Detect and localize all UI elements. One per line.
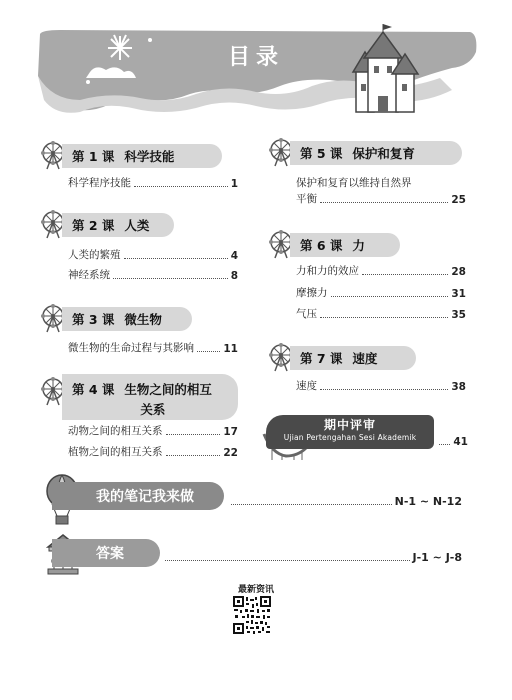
toc-entry[interactable]: 摩擦力 31 — [296, 287, 466, 300]
lesson-1-header[interactable] — [38, 142, 218, 168]
toc-entry-midterm[interactable]: 41 — [436, 434, 468, 448]
lesson-name: 速度 — [352, 351, 378, 366]
toc-entry[interactable]: 气压 35 — [296, 308, 466, 321]
midterm-title: 期中评审 — [323, 418, 376, 432]
lesson-2-header[interactable] — [38, 211, 188, 237]
lesson-number: 第 4 课 — [72, 382, 115, 397]
midterm-banner[interactable] — [266, 415, 434, 449]
toc-entry[interactable]: 科学程序技能 1 — [68, 177, 238, 190]
toc-entry[interactable]: 力和力的效应 28 — [296, 265, 466, 278]
lesson-name: 生物之间的相互 — [124, 382, 212, 397]
lesson-7-header[interactable] — [266, 344, 416, 370]
qr-code-icon[interactable] — [232, 595, 272, 635]
lesson-4-header[interactable] — [38, 372, 238, 420]
lesson-number: 第 1 课 — [72, 149, 115, 164]
toc-entry[interactable]: 平衡 25 — [296, 193, 466, 206]
lesson-5-header[interactable] — [266, 139, 456, 165]
answers-bar[interactable] — [52, 539, 160, 567]
toc-entry[interactable]: 动物之间的相互关系 17 — [68, 425, 238, 438]
lesson-number: 第 6 课 — [300, 238, 343, 253]
toc-entry[interactable]: 神经系统 8 — [68, 269, 238, 282]
lesson-name: 保护和复育 — [352, 146, 415, 161]
notes-label: 我的笔记我来做 — [96, 489, 194, 505]
toc-entry-line1[interactable]: 保护和复育以维持自然界 — [296, 177, 412, 189]
lesson-name: 力 — [352, 238, 365, 253]
lesson-number: 第 3 课 — [72, 312, 115, 327]
notes-bar[interactable] — [52, 482, 224, 510]
lesson-number: 第 2 课 — [72, 218, 115, 233]
lesson-name-line2: 关系 — [140, 402, 166, 417]
toc-entry[interactable]: 速度 38 — [296, 380, 466, 393]
lesson-name: 人类 — [124, 218, 150, 233]
lesson-6-header[interactable] — [266, 231, 396, 257]
toc-entry[interactable]: 人类的繁殖 4 — [68, 249, 238, 262]
toc-entry[interactable]: 植物之间的相互关系 22 — [68, 446, 238, 459]
page-title: 目录 — [227, 45, 284, 70]
answers-label: 答案 — [96, 546, 124, 562]
toc-entry-notes[interactable]: N-1 ~ N-12 — [228, 492, 462, 508]
midterm-subtitle: Ujian Pertengahan Sesi Akademik — [283, 433, 417, 442]
lesson-3-header[interactable] — [38, 305, 198, 331]
lesson-number: 第 7 课 — [300, 351, 343, 366]
lesson-name: 微生物 — [124, 312, 162, 327]
qr-caption: 最新资讯 — [237, 585, 274, 595]
toc-entry[interactable]: 微生物的生命过程与其影响 11 — [68, 342, 238, 355]
lesson-name: 科学技能 — [124, 149, 175, 164]
toc-entry-answers[interactable]: J-1 ~ J-8 — [162, 548, 462, 564]
lesson-number: 第 5 课 — [300, 146, 343, 161]
